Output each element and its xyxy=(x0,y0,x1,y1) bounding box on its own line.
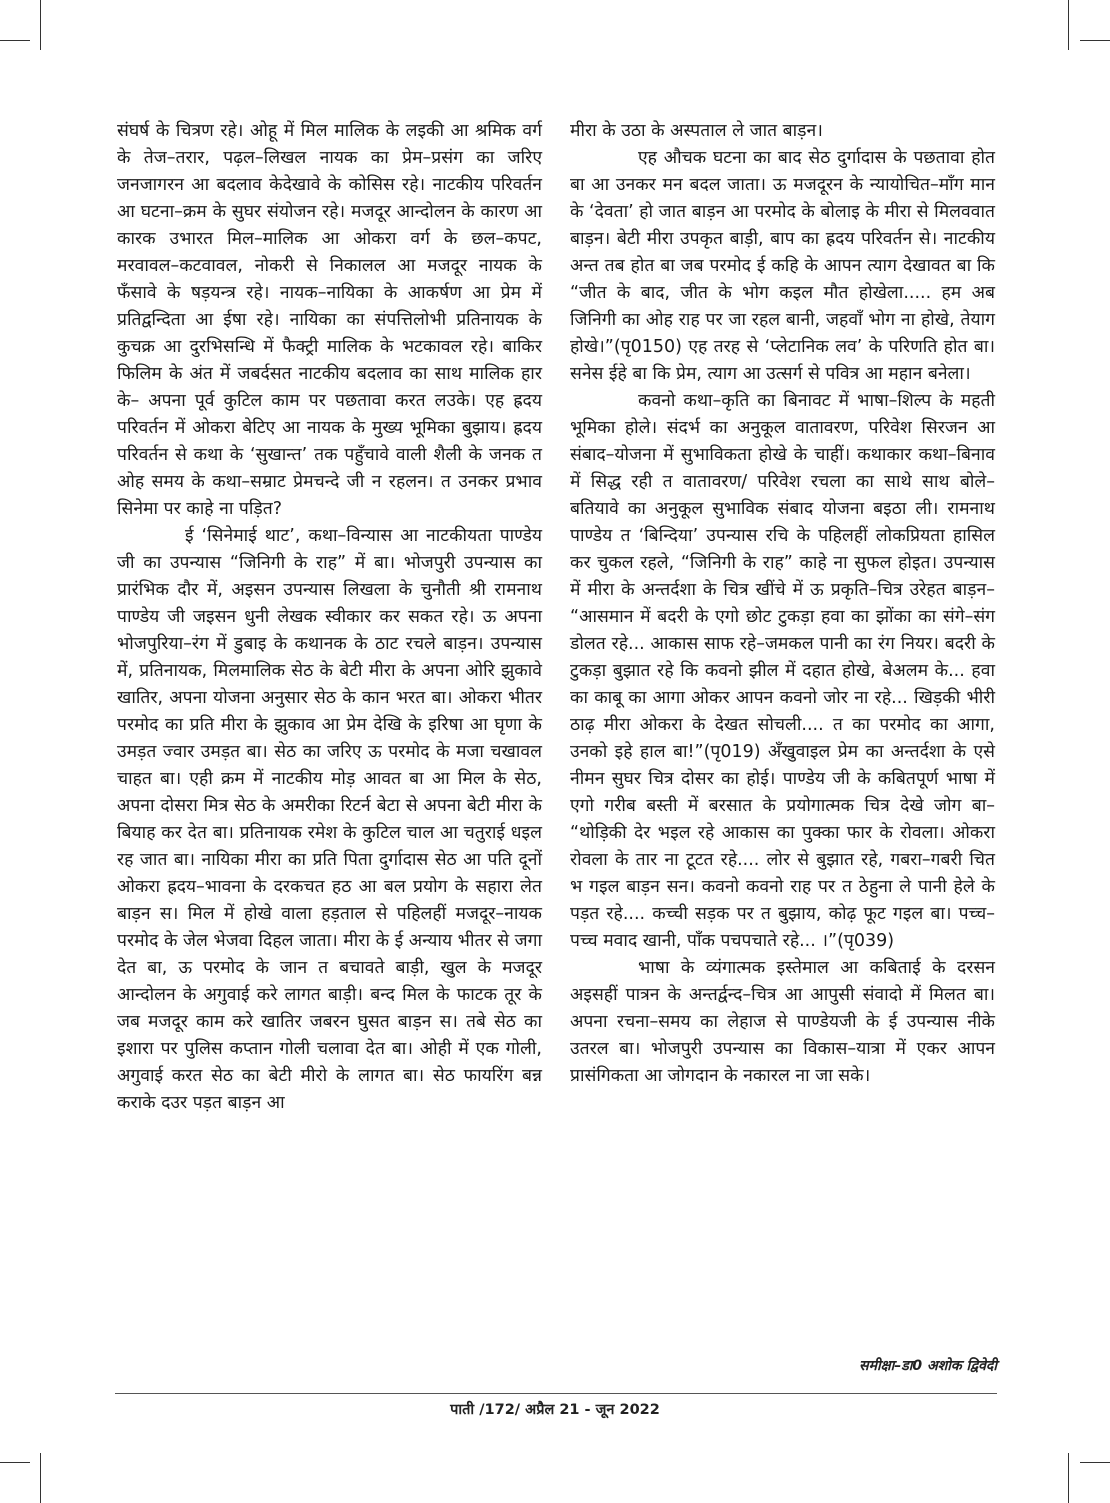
paragraph: मीरा के उठा के अस्पताल ले जात बाड़न। xyxy=(570,121,823,141)
crop-mark xyxy=(1080,40,1110,41)
crop-mark xyxy=(0,40,30,41)
crop-mark xyxy=(40,0,41,50)
paragraph: कवनो कथा–कृति का बिनावट में भाषा–शिल्प के महती भूमिका होले। संदर्भ का अनुकूल वातावरण, परिवेश सिरजन आ संबाद–योजना में सुभाविकता होखे के चाहीं। कथाकार कथा–बिनाव में सिद्ध रही त वातावरण/ परिवेश रचला का साथे साथ बोले–बतियावे का अनुकूल सुभाविक संबाद योजना बइठा ली। रामनाथ पाण्डेय त ‘बिन्दिया’ उपन्यास रचि के पहिलहीं लोकप्रियता हासिल कर चुकल रहले, “जिनिगी के राह” काहे ना सुफल होइत। उपन्यास में मीरा के अन्तर्दशा के चित्र खींचे में ऊ प्रकृति–चित्र उरेहत बाड़न– “आसमान में बदरी के एगो छोट टुकड़ा हवा का झोंका का संगे–संग डोलत रहे... आकास साफ रहे–जमकल पानी का रंग नियर। बदरी के टुकड़ा बुझात रहे कि कवनो झील में दहात होखे, बेअलम के... हवा का काबू का आगा ओकर आपन कवनो जोर ना रहे... खिड़की भीरी ठाढ़ मीरा ओकरा के देखत सोचली.... त का परमोद का आगा, उनको इहे हाल बा!”(पृ019) अँखुवाइल प्रेम का अन्तर्दशा के एसे नीमन सुघर चित्र दोसर का होई। पाण्डेय जी के कबितपूर्ण भाषा में एगो गरीब बस्ती में बरसात के प्रयोगात्मक चित्र देखे जोग बा– “थोड़िकी देर भइल रहे आकास का पुक्का फार के रोवला। ओकरा रोवला के तार ना टूटत रहे.... लोर से बुझात रहे, गबरा–गबरी चित भ गइल बाड़न सन। कवनो कवनो राह पर त ठेहुना ले पानी हेले के पड़त रहे.... कच्ची सड़क पर त बुझाय, कोढ़ फूट गइल बा। पच्च–पच्च मवाद खानी, पाँक पचपचाते रहे... ।”(पृ039) xyxy=(570,391,995,951)
paragraph: एह औचक घटना का बाद सेठ दुर्गादास के पछतावा होत बा आ उनकर मन बदल जाता। ऊ मजदूरन के न्यायोचित–माँग मान के ‘देवता’ हो जात बाड़न आ परमोद के बोलाइ के मीरा से मिलववात बाड़न। बेटी मीरा उपकृत बाड़ी, बाप का ह्रदय परिवर्तन से। नाटकीय अन्त तब होत बा जब परमोद ई कहि के आपन त्याग देखावत बा कि “जीत के बाद, जीत के भोग कइल मौत होखेला..... हम अब जिनिगी का ओह राह पर जा रहल बानी, जहवाँ भोग ना होखे, तेयाग होखे।”(पृ0150) एह तरह से ‘प्लेटानिक लव’ के परिणति होत बा। सनेस ईहे बा कि प्रेम, त्याग आ उत्सर्ग से पवित्र आ महान बनेला। xyxy=(570,148,995,384)
crop-mark xyxy=(1068,1453,1069,1503)
crop-mark xyxy=(0,1462,30,1463)
crop-mark xyxy=(1068,0,1069,50)
author-signature: समीक्षा–डा0 अशोक द्विवेदी xyxy=(859,1358,997,1374)
paragraph: ई ‘सिनेमाई थाट’, कथा–विन्यास आ नाटकीयता पाण्डेय जी का उपन्यास “जिनिगी के राह” में बा। भोजपुरी उपन्यास का प्रारंभिक दौर में, अइसन उपन्यास लिखला के चुनौती श्री रामनाथ पाण्डेय जी जइसन धुनी लेखक स्वीकार कर सकत रहे। ऊ अपना भोजपुरिया–रंग में डुबाइ के कथानक के ठाट रचले बाड़न। उपन्यास में, प्रतिनायक, मिलमालिक सेठ के बेटी मीरा के अपना ओरि झुकावे खातिर, अपना योजना अनुसार सेठ के कान भरत बा। ओकरा भीतर परमोद का प्रति मीरा के झुकाव आ प्रेम देखि के इरिषा आ घृणा के उमड़त ज्वार उमड़त बा। सेठ का जरिए ऊ परमोद के मजा चखावल चाहत बा। एही क्रम में नाटकीय मोड़ आवत बा आ मिल के सेठ, अपना दोसरा मित्र सेठ के अमरीका रिटर्न बेटा से अपना बेटी मीरा के बियाह कर देत बा। प्रतिनायक रमेश के कुटिल चाल आ चतुराई धइल रह जात बा। नायिका मीरा का प्रति पिता दुर्गादास सेठ आ पति दूनों ओकरा ह्रदय–भावना के दरकचत हठ आ बल प्रयोग के सहारा लेत बाड़न स। मिल में होखे वाला हड़ताल से पहिलहीं मजदूर–नायक परमोद के जेल भेजवा दिहल जाता। मीरा के ई अन्याय भीतर से जगा देत बा, ऊ परमोद के जान त बचावते बाड़ी, खुल के मजदूर आन्दोलन के अगुवाई करे लागत बाड़ी। बन्द मिल के फाटक तूर के जब मजदूर काम करे खातिर जबरन घुसत बाड़न स। तबे सेठ का इशारा पर पुलिस कप्तान गोली चलावा देत बा। ओही में एक गोली, अगुवाई करत सेठ का बेटी मीरो के लागत बा। सेठ फायरिंग बन्न कराके दउर पड़त बाड़न आ xyxy=(117,526,542,1113)
paragraph: संघर्ष के चित्रण रहे। ओहू में मिल मालिक के लइकी आ श्रमिक वर्ग के तेज–तरार, पढ़ल–लिखल नायक का प्रेम–प्रसंग का जरिए जनजागरन आ बदलाव केदेखावे के कोसिस रहे। नाटकीय परिवर्तन आ घटना–क्रम के सुघर संयोजन रहे। मजदूर आन्दोलन के कारण आ कारक उभारत मिल–मालिक आ ओकरा वर्ग के छल–कपट, मरवावल–कटवावल, नोकरी से निकालल आ मजदूर नायक के फँसावे के षड़यन्त्र रहे। नायक–नायिका के आकर्षण आ प्रेम में प्रतिद्वन्दिता आ ईषा रहे। नायिका का संपत्तिलोभी प्रतिनायक के कुचक्र आ दुरभिसन्धि में फैक्ट्री मालिक के भटकावल रहे। बाकिर फिलिम के अंत में जबर्दसत नाटकीय बदलाव का साथ मालिक हार के– अपना पूर्व कुटिल काम पर पछतावा करत लउके। एह ह्रदय परिवर्तन में ओकरा बेटिए आ नायक के मुख्य भूमिका बुझाय। ह्रदय परिवर्तन से कथा के ‘सुखान्त’ तक पहुँचावे वाली शैली के जनक त ओह समय के कथा–सम्राट प्रेमचन्दे जी न रहलन। त उनकर प्रभाव सिनेमा पर काहे ना पड़ित? xyxy=(117,121,542,519)
crop-mark xyxy=(1080,1462,1110,1463)
right-column xyxy=(570,118,995,1090)
page-footer: पाती /172/ अप्रैल 21 - जून 2022 xyxy=(450,1402,660,1418)
footer-divider xyxy=(115,1393,997,1394)
paragraph: भाषा के व्यंगात्मक इस्तेमाल आ कबिताई के दरसन अइसहीं पात्रन के अन्तर्द्वन्द–चित्र आ आपुसी संवादो में मिलत बा। अपना रचना–समय का लेहाज से पाण्डेयजी के ई उपन्यास नीके उतरल बा। भोजपुरी उपन्यास का विकास–यात्रा में एकर आपन प्रासंगिकता आ जोगदान के नकारल ना जा सके। xyxy=(570,958,995,1086)
left-column xyxy=(117,118,542,1117)
crop-mark xyxy=(40,1453,41,1503)
